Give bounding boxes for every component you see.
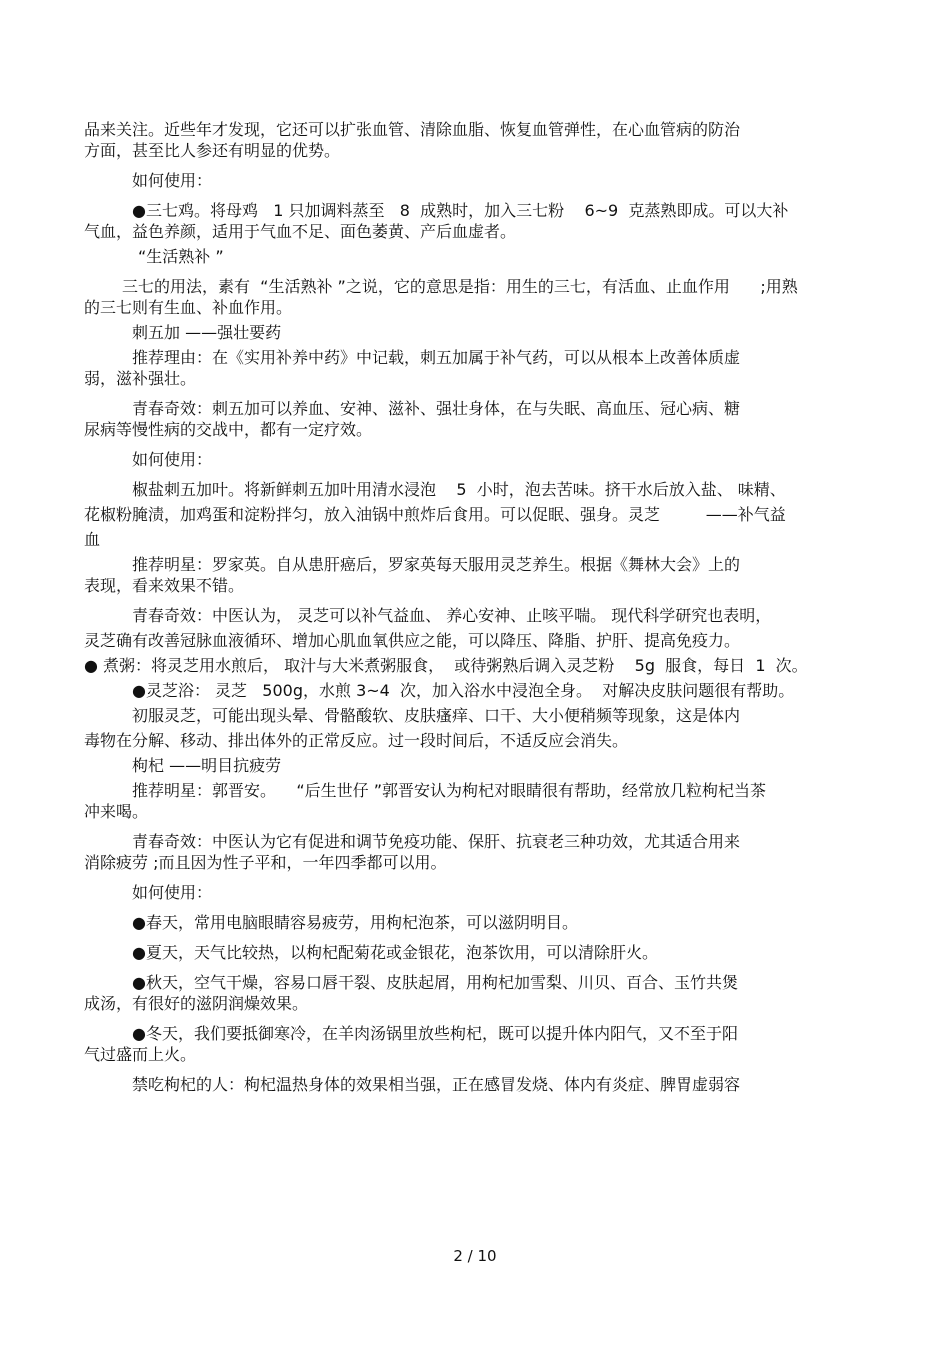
paragraph-line: 的三七则有生血、补血作用。 [84, 298, 293, 317]
paragraph-line: 气过盛而上火。 [84, 1045, 197, 1064]
paragraph-line: 血 [84, 530, 101, 549]
paragraph-line: 毒物在分解、移动、排出体外的正常反应。过一段时间后，不适反应会消失。 [84, 731, 629, 750]
paragraph-line: 消除疲劳 ;而且因为性子平和，一年四季都可以用。 [84, 853, 447, 872]
section-label: 如何使用： [132, 171, 213, 190]
bullet-line: ●冬天，我们要抵御寒冷，在羊肉汤锅里放些枸杞，既可以提升体内阳气，又不至于阳 [132, 1024, 738, 1043]
section-heading: 枸杞 ——明目抗疲劳 [132, 756, 282, 775]
paragraph-line: 青春奇效：中医认为， 灵芝可以补气益血、 养心安神、止咳平喘。 现代科学研究也表明， [132, 606, 772, 625]
page-number: 2 / 10 [453, 1247, 497, 1265]
paragraph-line: 三七的用法，素有 “生活熟补 ”之说，它的意思是指：用生的三七，有活血、止血作用 ;用熟 [122, 277, 798, 296]
paragraph-line: 推荐理由：在《实用补养中药》中记载，刺五加属于补气药，可以从根本上改善体质虚 [132, 348, 741, 367]
paragraph-line: 弱，滋补强壮。 [84, 369, 197, 388]
paragraph-line: 推荐明星：郭晋安。 “后生世仔 ”郭晋安认为枸杞对眼睛很有帮助，经常放几粒枸杞当茶 [132, 781, 767, 800]
paragraph-line: 花椒粉腌渍，加鸡蛋和淀粉拌匀，放入油锅中煎炸后食用。可以促眠、强身。灵芝 ——补气益 [84, 505, 786, 524]
paragraph-line: 初服灵芝，可能出现头晕、骨骼酸软、皮肤瘙痒、口干、大小便稍频等现象，这是体内 [132, 706, 741, 725]
bullet-line: ● 煮粥：将灵芝用水煎后， 取汁与大米煮粥服食， 或待粥熟后调入灵芝粉 5g 服食，每日 1 次。 [84, 656, 808, 675]
paragraph-line: 成汤，有很好的滋阴润燥效果。 [84, 994, 309, 1013]
bullet-line: ●灵芝浴： 灵芝 500g，水煎 3~4 次，加入浴水中浸泡全身。 对解决皮肤问题很有帮助。 [132, 681, 795, 700]
section-label: “生活熟补 ” [138, 247, 224, 266]
paragraph-line: 推荐明星：罗家英。自从患肝癌后，罗家英每天服用灵芝养生。根据《舞林大会》上的 [132, 555, 741, 574]
paragraph-line: 禁吃枸杞的人：枸杞温热身体的效果相当强，正在感冒发烧、体内有炎症、脾胃虚弱容 [132, 1075, 741, 1094]
paragraph-line: 青春奇效：刺五加可以养血、安神、滋补、强壮身体，在与失眠、高血压、冠心病、糖 [132, 399, 741, 418]
paragraph-line: 灵芝确有改善冠脉血液循环、增加心肌血氧供应之能，可以降压、降脂、护肝、提高免疫力。 [84, 631, 741, 650]
bullet-line: ●秋天，空气干燥，容易口唇干裂、皮肤起屑，用枸杞加雪梨、川贝、百合、玉竹共煲 [132, 973, 738, 992]
bullet-line: ●三七鸡。将母鸡 1 只加调料蒸至 8 成熟时，加入三七粉 6~9 克蒸熟即成。可以大补 [132, 201, 789, 220]
paragraph-line: 冲来喝。 [84, 802, 149, 821]
paragraph-line: 青春奇效：中医认为它有促进和调节免疫功能、保肝、抗衰老三种功效，尤其适合用来 [132, 832, 741, 851]
section-heading: 刺五加 ——强壮要药 [132, 323, 282, 342]
paragraph-line: 气血，益色养颜，适用于气血不足、面色萎黄、产后血虚者。 [84, 222, 517, 241]
paragraph-line: 椒盐刺五加叶。将新鲜刺五加叶用清水浸泡 5 小时，泡去苦味。挤干水后放入盐、 味精、 [132, 480, 786, 499]
paragraph-line: 表现，看来效果不错。 [84, 576, 245, 595]
paragraph-line: 品来关注。近些年才发现，它还可以扩张血管、清除血脂、恢复血管弹性，在心血管病的防治 [84, 120, 741, 139]
section-label: 如何使用： [132, 450, 213, 469]
section-label: 如何使用： [132, 883, 213, 902]
document-body [84, 119, 874, 1095]
bullet-line: ●夏天，天气比较热，以枸杞配菊花或金银花，泡茶饮用，可以清除肝火。 [132, 943, 658, 962]
paragraph-line: 方面，甚至比人参还有明显的优势。 [84, 141, 341, 160]
paragraph-line: 尿病等慢性病的交战中，都有一定疗效。 [84, 420, 373, 439]
bullet-line: ●春天，常用电脑眼睛容易疲劳，用枸杞泡茶，可以滋阴明目。 [132, 913, 578, 932]
